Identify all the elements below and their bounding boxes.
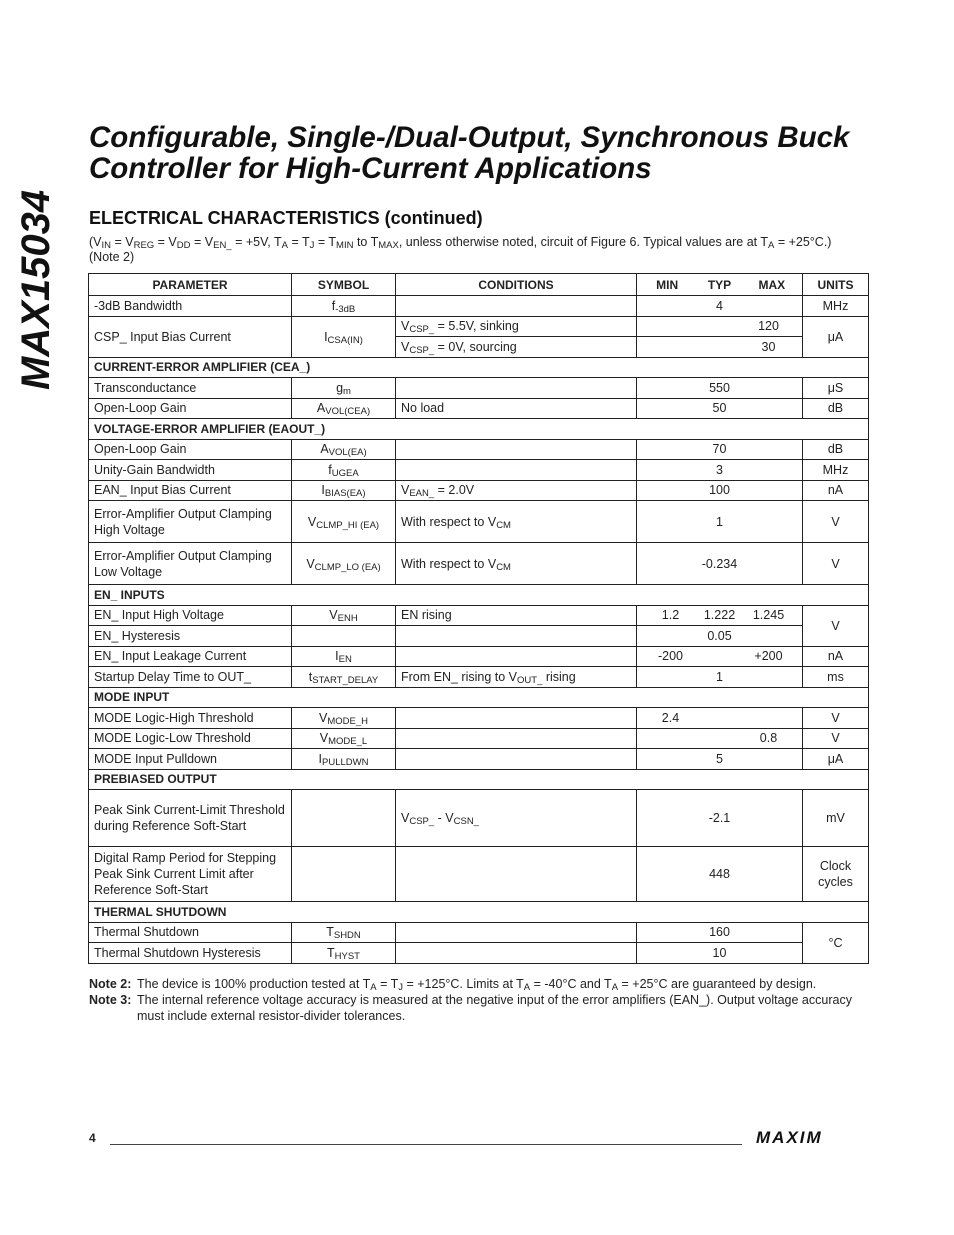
- table-row: [89, 646, 869, 667]
- values-cell: [637, 708, 803, 729]
- values-cell: [637, 922, 803, 943]
- typ-value: 70: [712, 442, 727, 457]
- values-cell: [637, 543, 803, 585]
- group-heading: EN_ INPUTS: [89, 585, 869, 606]
- table-row: [89, 316, 869, 337]
- group-heading: VOLTAGE-ERROR AMPLIFIER (EAOUT_): [89, 419, 869, 440]
- min-value: 1.2: [661, 608, 680, 623]
- header-conditions: CONDITIONS: [396, 274, 637, 296]
- symbol-cell: $V_{CLMP\_HI (EA)}$: [292, 501, 396, 543]
- typ-value: 10: [712, 945, 727, 960]
- units-cell: mV: [803, 790, 869, 847]
- conditions-cell: [396, 728, 637, 749]
- param-cell: MODE Input Pulldown: [89, 749, 292, 770]
- min-value: 2.4: [661, 710, 680, 725]
- symbol-cell: $I_{EN}$: [292, 646, 396, 667]
- units-cell: V: [803, 728, 869, 749]
- conditions-cell: With respect to $V_{CM}$: [396, 501, 637, 543]
- symbol-cell: $f_{-3dB}$: [292, 296, 396, 317]
- conditions-cell: [396, 646, 637, 667]
- param-cell: Error-Amplifier Output Clamping High Voltage: [89, 501, 292, 543]
- header-min: MIN: [656, 277, 679, 292]
- table-row: [89, 439, 869, 460]
- conditions-cell: From EN_ rising to $V_{OUT\_}$ rising: [396, 667, 637, 688]
- symbol-cell: $A_{VOL(EA)}$: [292, 439, 396, 460]
- group-row: [89, 769, 869, 790]
- table-row: [89, 480, 869, 501]
- values-cell: [637, 296, 803, 317]
- param-cell: Open-Loop Gain: [89, 439, 292, 460]
- group-row: [89, 357, 869, 378]
- table-row: [89, 378, 869, 399]
- param-cell: EN_ Input Leakage Current: [89, 646, 292, 667]
- conditions-cell: [396, 460, 637, 481]
- conditions-text: rising: [542, 669, 576, 684]
- units-cell: MHz: [803, 296, 869, 317]
- symbol-cell: $V_{MODE\_L}$: [292, 728, 396, 749]
- conditions-cell: [396, 943, 637, 964]
- table-row: [89, 790, 869, 847]
- units-cell: ms: [803, 667, 869, 688]
- group-row: [89, 687, 869, 708]
- table-row: [89, 708, 869, 729]
- conditions-cell: [396, 378, 637, 399]
- values-cell: [637, 728, 803, 749]
- symbol-cell: [292, 847, 396, 902]
- header-parameter: PARAMETER: [89, 274, 292, 296]
- values-cell: [637, 749, 803, 770]
- typ-value: -0.234: [701, 556, 738, 571]
- typ-value: 0.05: [707, 628, 732, 643]
- group-row: [89, 419, 869, 440]
- values-cell: [637, 480, 803, 501]
- units-cell: dB: [803, 439, 869, 460]
- max-value: +200: [754, 649, 783, 664]
- conditions-cell: [396, 439, 637, 460]
- typ-value: 1: [716, 669, 723, 684]
- note-text: The device is 100% production tested at $T_A = T_J = +125^\circ C$. Limits at $T_A = -40^\circ C$ and $T_A = +25^\circ C$ are guaranteed by design.: [137, 977, 817, 993]
- footer-rule: [110, 1144, 742, 1145]
- symbol-cell: $g_m$: [292, 378, 396, 399]
- typ-value: 3: [716, 462, 723, 477]
- conditions-cell: EN rising: [396, 605, 637, 626]
- table-row: [89, 501, 869, 543]
- table-row: [89, 398, 869, 419]
- conditions-text: With respect to V: [401, 556, 497, 571]
- table-row: [89, 543, 869, 585]
- document-title: Configurable, Single-/Dual-Output, Synchronous Buck Controller for High-Current Applications: [89, 121, 850, 185]
- typ-value: 100: [709, 483, 730, 498]
- symbol-cell: [292, 626, 396, 647]
- group-row: [89, 585, 869, 606]
- param-cell: Digital Ramp Period for Stepping Peak Sink Current Limit after Reference Soft-Start: [89, 847, 292, 902]
- note-3: [89, 992, 879, 1024]
- values-cell: [637, 439, 803, 460]
- units-cell: MHz: [803, 460, 869, 481]
- typ-value: 550: [709, 380, 730, 395]
- conditions-cell: With respect to $V_{CM}$: [396, 543, 637, 585]
- symbol-cell: $t_{START\_DELAY}$: [292, 667, 396, 688]
- group-heading: THERMAL SHUTDOWN: [89, 902, 869, 923]
- test-conditions: ($V_{IN} = V_{REG} = V_{DD} = V_{EN\_} = +5V$, $T_A = T_J = T_{MIN}$ to $T_{MAX}$, unless otherwise noted, circuit of Figure 6. Typical values are at $T_A = +25^\circ C$.) (Note 2): [89, 235, 832, 264]
- values-cell: [637, 847, 803, 902]
- conditions-text: = 2.0V: [434, 483, 475, 498]
- max-value: 30: [761, 339, 776, 354]
- table-row: [89, 296, 869, 317]
- symbol-cell: $T_{SHDN}$: [292, 922, 396, 943]
- typ-value: 1.222: [703, 608, 736, 623]
- group-heading: MODE INPUT: [89, 687, 869, 708]
- max-value: 120: [758, 319, 779, 334]
- symbol-cell: $I_{BIAS(EA)}$: [292, 480, 396, 501]
- symbol-cell: $T_{HYST}$: [292, 943, 396, 964]
- param-cell: EN_ Hysteresis: [89, 626, 292, 647]
- conditions-cell: $V_{CSP\_} - V_{CSN\_}$: [396, 790, 637, 847]
- param-cell: Error-Amplifier Output Clamping Low Voltage: [89, 543, 292, 585]
- typ-value: 5: [716, 751, 723, 766]
- typ-value: 4: [716, 298, 723, 313]
- values-cell: [637, 667, 803, 688]
- param-cell: Transconductance: [89, 378, 292, 399]
- typ-value: 50: [712, 401, 727, 416]
- electrical-characteristics-table: [88, 273, 869, 964]
- typ-value: 160: [709, 925, 730, 940]
- values-cell: [637, 337, 803, 358]
- values-cell: [637, 626, 803, 647]
- note-label: Note 2:: [89, 977, 132, 991]
- param-cell: Open-Loop Gain: [89, 398, 292, 419]
- table-row: [89, 728, 869, 749]
- conditions-cell: $V_{CSP\_} = 0V$, sourcing: [396, 337, 637, 358]
- symbol-cell: $f_{UGEA}$: [292, 460, 396, 481]
- header-min-typ-max: [637, 274, 803, 296]
- values-cell: [637, 646, 803, 667]
- param-cell: EN_ Input High Voltage: [89, 605, 292, 626]
- symbol-cell: [292, 790, 396, 847]
- table-row: [89, 943, 869, 964]
- conditions-note-ref: (Note 2): [89, 250, 135, 264]
- conditions-text: = 5.5V, sinking: [434, 319, 519, 334]
- symbol-cell: $A_{VOL(CEA)}$: [292, 398, 396, 419]
- table-row: [89, 847, 869, 902]
- symbol-cell: $V_{ENH}$: [292, 605, 396, 626]
- header-max: MAX: [758, 277, 786, 292]
- units-cell: Clock cycles: [803, 847, 869, 902]
- conditions-text: From EN_ rising to V: [401, 669, 518, 684]
- conditions-text: - V: [434, 811, 454, 825]
- table-header-row: [89, 274, 869, 296]
- units-cell: V: [803, 501, 869, 543]
- typ-value: 448: [709, 867, 730, 881]
- values-cell: [637, 460, 803, 481]
- table-row: [89, 626, 869, 647]
- units-cell: dB: [803, 398, 869, 419]
- symbol-cell: $V_{CLMP\_LO (EA)}$: [292, 543, 396, 585]
- units-cell: V: [803, 708, 869, 729]
- group-heading: CURRENT-ERROR AMPLIFIER (CEA_): [89, 357, 869, 378]
- conditions-cell: [396, 922, 637, 943]
- conditions-text: = 0V, sourcing: [434, 339, 517, 354]
- symbol-cell: $I_{CSA(IN)}$: [292, 316, 396, 357]
- table-row: [89, 460, 869, 481]
- units-cell: μA: [803, 749, 869, 770]
- max-value: 1.245: [752, 608, 785, 623]
- param-cell: EAN_ Input Bias Current: [89, 480, 292, 501]
- conditions-cell: No load: [396, 398, 637, 419]
- part-number-side-label: MAX15034: [14, 189, 58, 390]
- section-heading: ELECTRICAL CHARACTERISTICS (continued): [89, 208, 483, 228]
- conditions-cell: [396, 626, 637, 647]
- units-cell: μS: [803, 378, 869, 399]
- group-row: [89, 902, 869, 923]
- param-cell: Startup Delay Time to OUT_: [89, 667, 292, 688]
- units-cell: V: [803, 543, 869, 585]
- units-cell: °C: [803, 922, 869, 963]
- units-cell: μA: [803, 316, 869, 357]
- header-units: UNITS: [803, 274, 869, 296]
- table-row: [89, 667, 869, 688]
- conditions-cell: [396, 708, 637, 729]
- units-cell: nA: [803, 646, 869, 667]
- units-cell: nA: [803, 480, 869, 501]
- conditions-text: With respect to V: [401, 514, 497, 529]
- header-typ: TYP: [707, 277, 732, 292]
- values-cell: [637, 605, 803, 626]
- conditions-cell: [396, 749, 637, 770]
- header-symbol: SYMBOL: [292, 274, 396, 296]
- svg-text:MAXIM: MAXIM: [756, 1128, 823, 1146]
- param-cell: Peak Sink Current-Limit Threshold during Reference Soft-Start: [89, 790, 292, 847]
- values-cell: [637, 316, 803, 337]
- typ-value: 1: [716, 514, 723, 529]
- conditions-cell: $V_{CSP\_} = 5.5V$, sinking: [396, 316, 637, 337]
- table-row: [89, 605, 869, 626]
- page-number: 4: [89, 1131, 96, 1145]
- values-cell: [637, 790, 803, 847]
- param-cell: MODE Logic-High Threshold: [89, 708, 292, 729]
- conditions-cell: $V_{EAN\_} = 2.0V$: [396, 480, 637, 501]
- note-label: Note 3:: [89, 993, 132, 1007]
- min-value: -200: [657, 649, 684, 664]
- param-cell: -3dB Bandwidth: [89, 296, 292, 317]
- table-row: [89, 922, 869, 943]
- values-cell: [637, 378, 803, 399]
- units-cell: V: [803, 605, 869, 646]
- symbol-cell: $V_{MODE\_H}$: [292, 708, 396, 729]
- max-value: 0.8: [759, 731, 778, 746]
- note-2: [89, 976, 879, 992]
- param-cell: MODE Logic-Low Threshold: [89, 728, 292, 749]
- values-cell: [637, 398, 803, 419]
- typ-value: -2.1: [708, 811, 731, 825]
- param-cell: Thermal Shutdown: [89, 922, 292, 943]
- symbol-cell: $I_{PULLDWN}$: [292, 749, 396, 770]
- param-cell: CSP_ Input Bias Current: [89, 316, 292, 357]
- param-cell: Thermal Shutdown Hysteresis: [89, 943, 292, 964]
- notes: [89, 976, 879, 1024]
- group-heading: PREBIASED OUTPUT: [89, 769, 869, 790]
- param-cell: Unity-Gain Bandwidth: [89, 460, 292, 481]
- table-row: [89, 749, 869, 770]
- values-cell: [637, 943, 803, 964]
- maxim-logo: [756, 1128, 866, 1146]
- conditions-cell: [396, 847, 637, 902]
- note-text: The internal reference voltage accuracy is measured at the negative input of the error amplifiers (EAN_). Output voltage accuracy must include external resistor-divider tolerances.: [137, 993, 852, 1023]
- conditions-cell: [396, 296, 637, 317]
- values-cell: [637, 501, 803, 543]
